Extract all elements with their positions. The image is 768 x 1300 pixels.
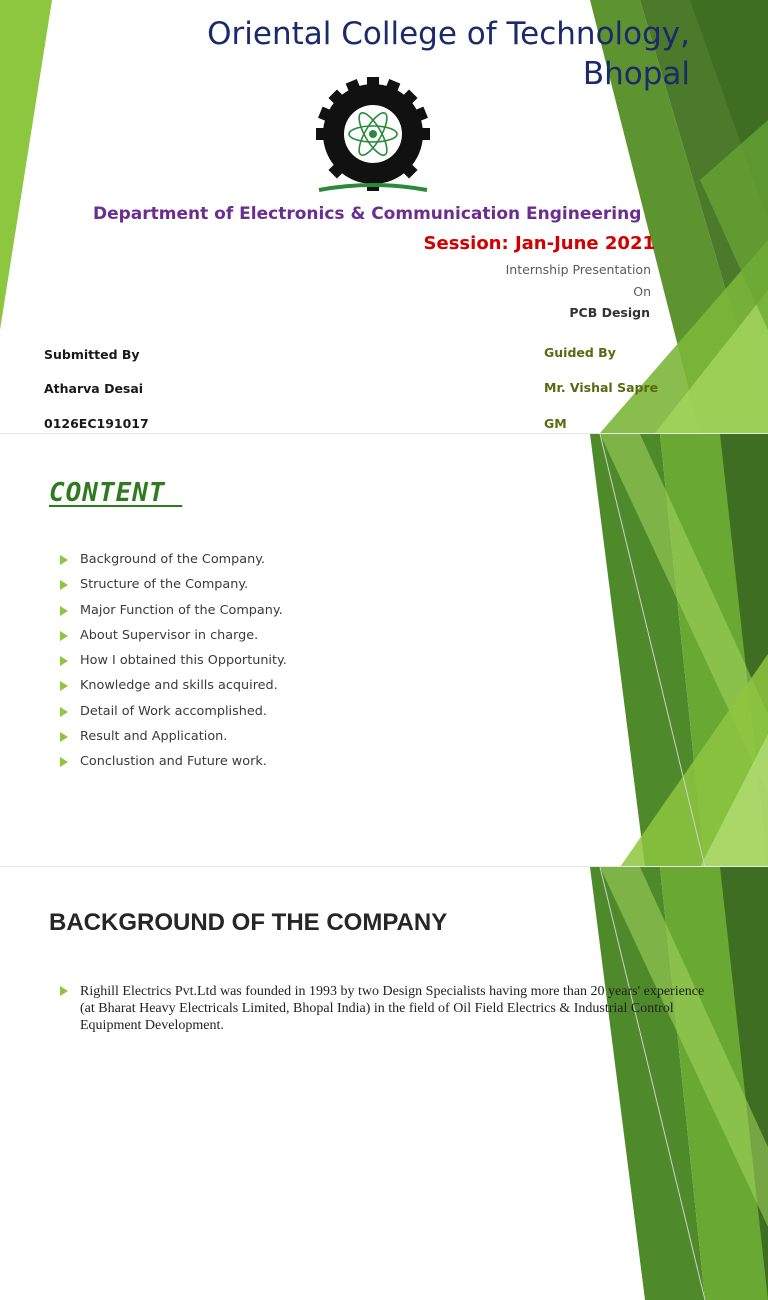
bullet-arrow-icon [60,631,68,641]
list-item: Background of the Company. [60,552,287,577]
enrollment-number: 0126EC191017 [44,416,149,431]
list-item: Detail of Work accomplished. [60,704,287,729]
presentation-type: Internship Presentation [505,262,651,277]
bullet-arrow-icon [60,656,68,666]
title-slide [0,0,768,433]
bullet-arrow-icon [60,707,68,717]
content-list [60,552,287,780]
college-logo [317,80,429,196]
bullet-arrow-icon [60,606,68,616]
list-item: How I obtained this Opportunity. [60,653,287,678]
session-label: Session: Jan-June 2021 [423,233,655,254]
student-name: Atharva Desai [44,381,144,396]
department-name: Department of Electronics & Communication Engineering [93,204,642,224]
list-item: Conclustion and Future work. [60,754,287,779]
guide-title: GM [544,416,567,431]
content-heading: CONTENT [49,478,183,508]
guide-name: Mr. Vishal Sapre [544,380,659,395]
bullet-arrow-icon [60,580,68,590]
guided-by-label: Guided By [544,345,616,360]
bullet-arrow-icon [60,732,68,742]
list-item: Structure of the Company. [60,577,287,602]
list-item: Result and Application. [60,729,287,754]
college-title: Oriental College of Technology, Bhopal [207,16,690,92]
bullet-arrow-icon [60,986,68,996]
content-slide [0,433,768,867]
list-item: Major Function of the Company. [60,603,287,628]
list-item: Knowledge and skills acquired. [60,678,287,703]
bullet-arrow-icon [60,681,68,691]
bullet-arrow-icon [60,555,68,565]
background-heading: BACKGROUND OF THE COMPANY [49,909,448,936]
list-item: About Supervisor in charge. [60,628,287,653]
presentation-topic: PCB Design [569,305,650,320]
background-slide [0,866,768,1033]
bullet-arrow-icon [60,757,68,767]
submitted-by-label: Submitted By [44,347,140,362]
background-paragraph: Righill Electrics Pvt.Ltd was founded in 1993 by two Design Specialists having more than 20 years' experience (at Bharat Heavy Electricals Limited, Bhopal India) in the field of Oil Field Electrics & Industrial Control Equipment Development. [60,983,710,1034]
presentation-on: On [633,284,651,299]
